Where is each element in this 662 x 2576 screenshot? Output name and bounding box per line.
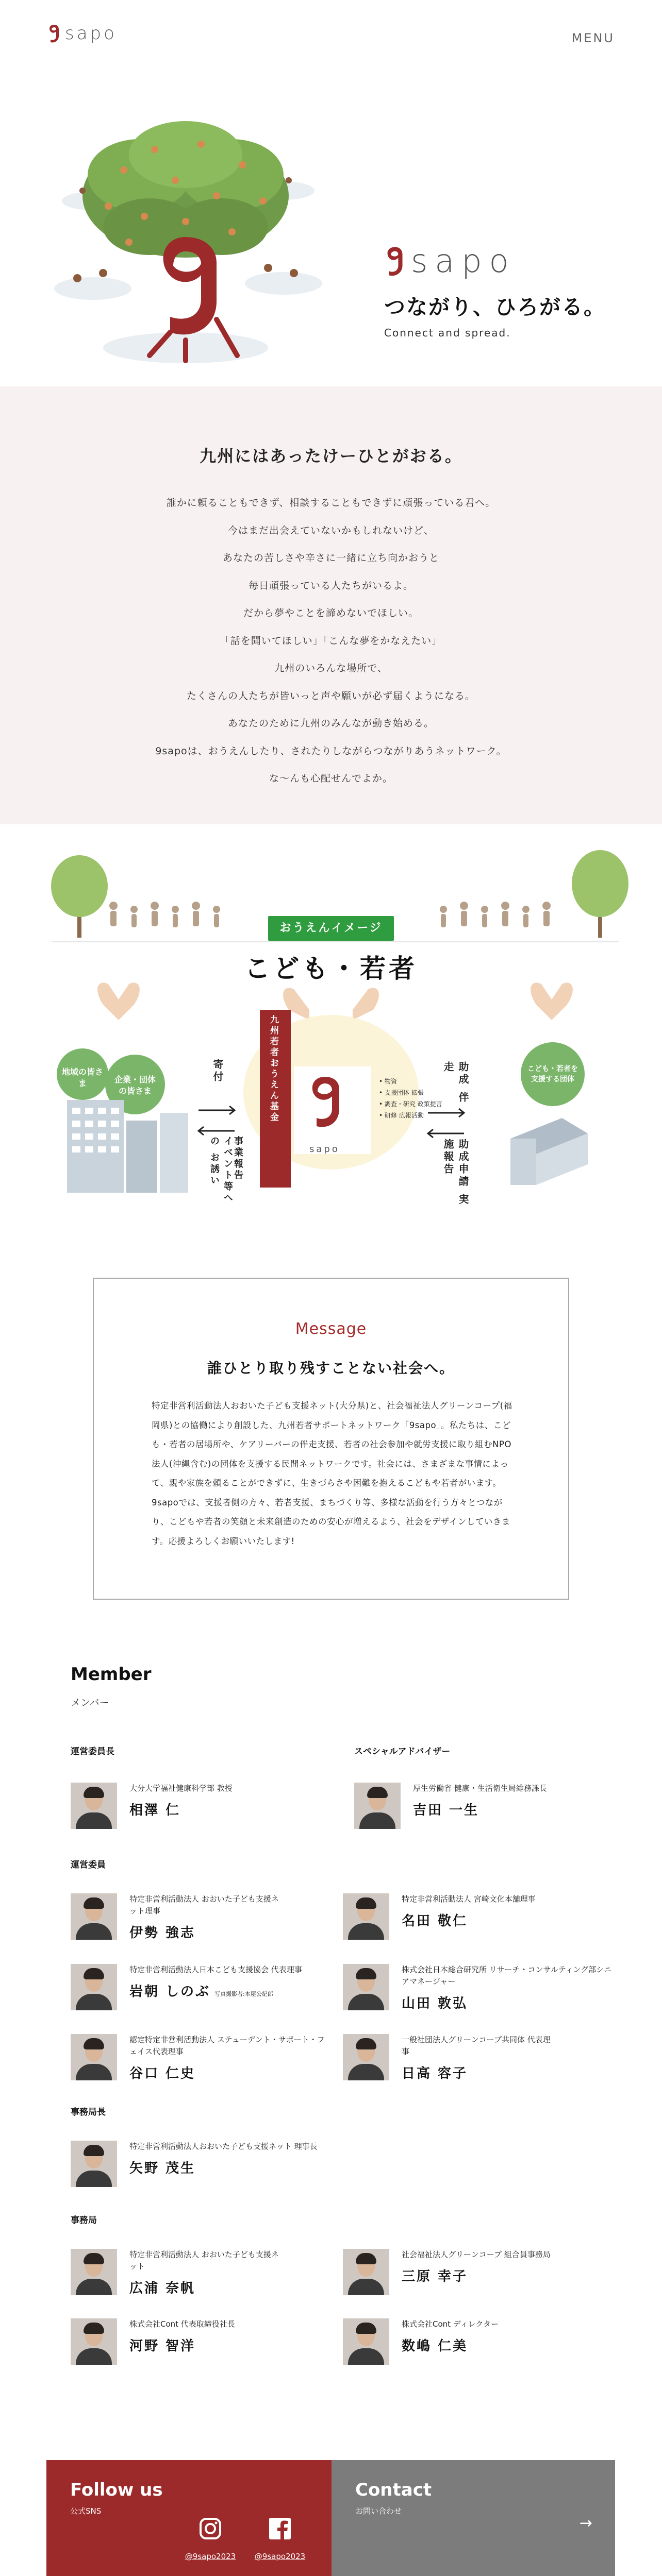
- fund-use-item: • 支援団体 拡張: [379, 1089, 424, 1096]
- member-name: 矢野 茂生: [129, 2161, 196, 2176]
- member-name-text: 岩朝 しのぶ: [129, 1984, 211, 1999]
- facebook-handle: @9sapo2023: [254, 2552, 306, 2561]
- member-card: [71, 2318, 284, 2365]
- member-card: [71, 2034, 325, 2082]
- member-photo: [71, 2141, 117, 2187]
- message-box: [93, 1278, 569, 1600]
- member-org: 厚生労働省 健康・生活衛生局総務課長: [413, 1784, 547, 1793]
- facebook-icon: [268, 2517, 292, 2540]
- circle-label-support-groups: こども・若者を支援する団体: [527, 1065, 578, 1083]
- member-name: 伊勢 強志: [129, 1925, 196, 1941]
- instagram-link[interactable]: [179, 2517, 241, 2561]
- member-name: 三原 幸子: [402, 2269, 468, 2284]
- support-diagram-illustration: [0, 824, 662, 1247]
- members-heading: Member: [71, 1664, 152, 1685]
- hero-subtitle: Connect and spread.: [384, 327, 511, 339]
- hero-logo: [384, 242, 606, 280]
- intro-line: 今はまだ出会えていないかもしれないけど、: [227, 524, 434, 536]
- site-logo[interactable]: [47, 23, 117, 44]
- intro-line: だから夢やことを諦めないでほしい。: [243, 607, 419, 619]
- member-photo: [71, 1964, 117, 2010]
- member-card: [71, 2141, 346, 2187]
- message-body: 特定非営利活動法人おおいた子ども支援ネット(大分県)と、社会福祉法人グリーンコープ(福岡県)との協働により創設した、九州若者サポートネットワーク「9sapo」。私たちは、こども・若者の居場所や、ケアリーバーの伴走支援、若者の社会参加や就労支援に取り組むNPO法人(沖縄含む)の団体を支援する民間ネットワークです。社会には、さまざまな事情によって、親や家族を頼ることができずに、生きづらさや困難を抱えるこどもや若者がいます。9sapoでは、支援者側の方々、若者支援、まちづくり等、多様な活動を行う方々とつながり、こどもや若者の笑顔と未来創造のための安心が増えるよう、社会をデザインしていきます。応援よろしくお願いいたします!: [152, 1401, 512, 1546]
- member-photo: [71, 1893, 117, 1940]
- member-card: [354, 1783, 547, 1829]
- member-card: [343, 1893, 556, 1940]
- member-name: 広浦 奈帆: [129, 2281, 196, 2296]
- message-title: 誰ひとり取り残すことない社会へ。: [207, 1360, 455, 1377]
- fund-banner-text: 九州若者おうえん基金: [268, 1015, 278, 1123]
- support-diagram: [0, 824, 662, 1247]
- follow-us-subtitle: 公式SNS: [70, 2506, 102, 2516]
- label-report-left: 事業報告: [233, 1136, 243, 1181]
- site-logo-text: sapo: [65, 23, 117, 44]
- member-card: [343, 2034, 556, 2082]
- intro-section: [0, 386, 662, 824]
- nine-logo-icon: [47, 24, 61, 43]
- photo-credit: 写真撮影者:本屋公紀郎: [214, 1991, 273, 1997]
- member-org: 一般社団法人グリーンコープ共同体 代表理事: [402, 2035, 551, 2056]
- intro-line: 九州のいろんな場所で、: [274, 663, 388, 674]
- nine-logo-icon: [384, 245, 406, 277]
- member-name: 数嶋 仁美: [402, 2338, 468, 2354]
- fund-use-item: • 調査・研究 政策提言: [379, 1100, 442, 1108]
- message-label: Message: [295, 1320, 367, 1338]
- label-event-invite: イベント等への お誘い: [209, 1136, 233, 1204]
- member-card: [71, 1964, 315, 2010]
- instagram-handle: @9sapo2023: [185, 2552, 236, 2561]
- support-image-badge: おうえんイメージ: [268, 916, 394, 941]
- category-steering-chair: 運営委員長: [71, 1747, 114, 1757]
- intro-line: たくさんの人たちが皆いっと声や願いが必ず届くようになる。: [186, 690, 475, 702]
- member-org: 特定非営利活動法人日本こども支援協会 代表理事: [129, 1965, 302, 1974]
- member-org: 株式会社Cont 代表取締役社長: [129, 2319, 235, 2329]
- intro-line: あなたの苦しさや辛さに一緒に立ち向かおうと: [222, 552, 439, 564]
- member-photo: [343, 2034, 389, 2080]
- follow-us-panel: [46, 2460, 332, 2576]
- member-card: [343, 2249, 556, 2295]
- intro-line: 「話を聞いてほしい」「こんな夢をかなえたい」: [220, 635, 442, 647]
- follow-us-title: Follow us: [70, 2480, 163, 2500]
- fund-logo-text: sapo: [309, 1144, 340, 1155]
- member-photo: [343, 2249, 389, 2295]
- contact-subtitle: お問い合わせ: [355, 2506, 402, 2516]
- intro-line: 誰かに頼ることもできず、相談することもできずに頑張っている君へ。: [166, 497, 496, 509]
- members-subheading: メンバー: [71, 1697, 109, 1708]
- arrow-right-icon: →: [579, 2514, 592, 2532]
- member-org: 特定非営利活動法人 おおいた子ども支援ネット: [129, 2250, 279, 2271]
- intro-body: [0, 489, 662, 793]
- member-photo: [343, 1964, 389, 2010]
- member-photo: [71, 2034, 117, 2080]
- contact-title: Contact: [355, 2480, 432, 2500]
- member-org: 株式会社日本総合研究所 リサーチ・コンサルティング部シニアマネージャー: [402, 1965, 612, 1986]
- intro-title: 九州にはあったけーひとがおる。: [200, 446, 462, 466]
- fund-use-item-text: 研修 広報活動: [384, 1112, 424, 1119]
- member-photo: [343, 2318, 389, 2365]
- hero-brand: [384, 242, 606, 339]
- member-org: 特定非営利活動法人おおいた子ども支援ネット 理事長: [129, 2142, 318, 2151]
- menu-button[interactable]: MENU: [571, 31, 615, 45]
- member-name: 吉田 一生: [413, 1803, 479, 1818]
- member-card: [343, 2318, 556, 2365]
- member-org: 株式会社Cont ディレクター: [402, 2319, 499, 2329]
- member-org: 大分大学福祉健康科学部 教授: [129, 1784, 233, 1793]
- circle-label-companies: 企業・団体の皆さま: [114, 1075, 156, 1096]
- member-org: 特定非営利活動法人 宮崎文化本舗理事: [402, 1894, 536, 1904]
- label-apply-report: 助成申請 実施報告: [442, 1139, 469, 1206]
- intro-line: 毎日頑張っている人たちがいるよ。: [248, 580, 413, 591]
- category-secretary-general: 事務局長: [71, 2107, 106, 2117]
- member-name: 名田 敬仁: [402, 1913, 468, 1929]
- member-name: 河野 智洋: [129, 2338, 196, 2354]
- fund-use-item-text: 支援団体 拡張: [384, 1089, 424, 1096]
- support-diagram-title: こども・若者: [244, 954, 418, 984]
- hero-tree-illustration: [46, 113, 325, 371]
- label-donation: 寄付: [211, 1059, 224, 1083]
- member-card: [71, 1893, 284, 1941]
- hero-logo-text: sapo: [411, 242, 516, 280]
- fund-use-item: • 物資: [379, 1078, 397, 1085]
- member-photo: [354, 1783, 401, 1829]
- label-support: 助成 伴走: [442, 1061, 469, 1104]
- member-org: 社会福祉法人グリーンコープ 組合員事務局: [402, 2250, 551, 2259]
- category-secretariat: 事務局: [71, 2215, 97, 2226]
- fund-use-item-text: 調査・研究 政策提言: [384, 1100, 442, 1108]
- instagram-icon: [198, 2517, 222, 2540]
- fund-use-item: • 研修 広報活動: [379, 1112, 424, 1119]
- category-steering: 運営委員: [71, 1860, 106, 1870]
- member-name: 谷口 仁史: [129, 2066, 196, 2081]
- member-name: 山田 敦弘: [402, 1996, 468, 2011]
- member-name: [129, 1981, 315, 2000]
- circle-label-community: 地域の皆さま: [61, 1067, 103, 1088]
- intro-line: あなたのために九州のみんなが動き始める。: [227, 718, 434, 729]
- intro-line: 9sapoは、おうえんしたり、されたりしながらつながりあうネットワーク。: [155, 745, 507, 757]
- category-special-advisor: スペシャルアドバイザー: [354, 1747, 451, 1757]
- facebook-link[interactable]: [249, 2517, 311, 2561]
- member-photo: [71, 2249, 117, 2295]
- contact-button[interactable]: [332, 2460, 615, 2576]
- member-org: 認定特定非営利活動法人 ステューデント・サポート・フェイス代表理事: [129, 2035, 325, 2056]
- fund-use-list: [379, 1076, 442, 1121]
- hero-tagline: つながり、ひろがる。: [384, 295, 606, 319]
- member-photo: [343, 1893, 389, 1940]
- intro-line: な〜んも心配せんでよか。: [269, 773, 393, 784]
- member-name: 相澤 仁: [129, 1803, 181, 1818]
- member-name: 日高 容子: [402, 2066, 468, 2081]
- member-card: [71, 2249, 284, 2297]
- member-card: [71, 1783, 233, 1829]
- hero-section: [0, 77, 662, 386]
- site-header: [0, 0, 662, 77]
- fund-use-item-text: 物資: [384, 1078, 397, 1085]
- member-card: [343, 1964, 618, 2012]
- member-org: 特定非営利活動法人 おおいた子ども支援ネット理事: [129, 1894, 279, 1916]
- member-photo: [71, 2318, 117, 2365]
- member-photo: [71, 1783, 117, 1829]
